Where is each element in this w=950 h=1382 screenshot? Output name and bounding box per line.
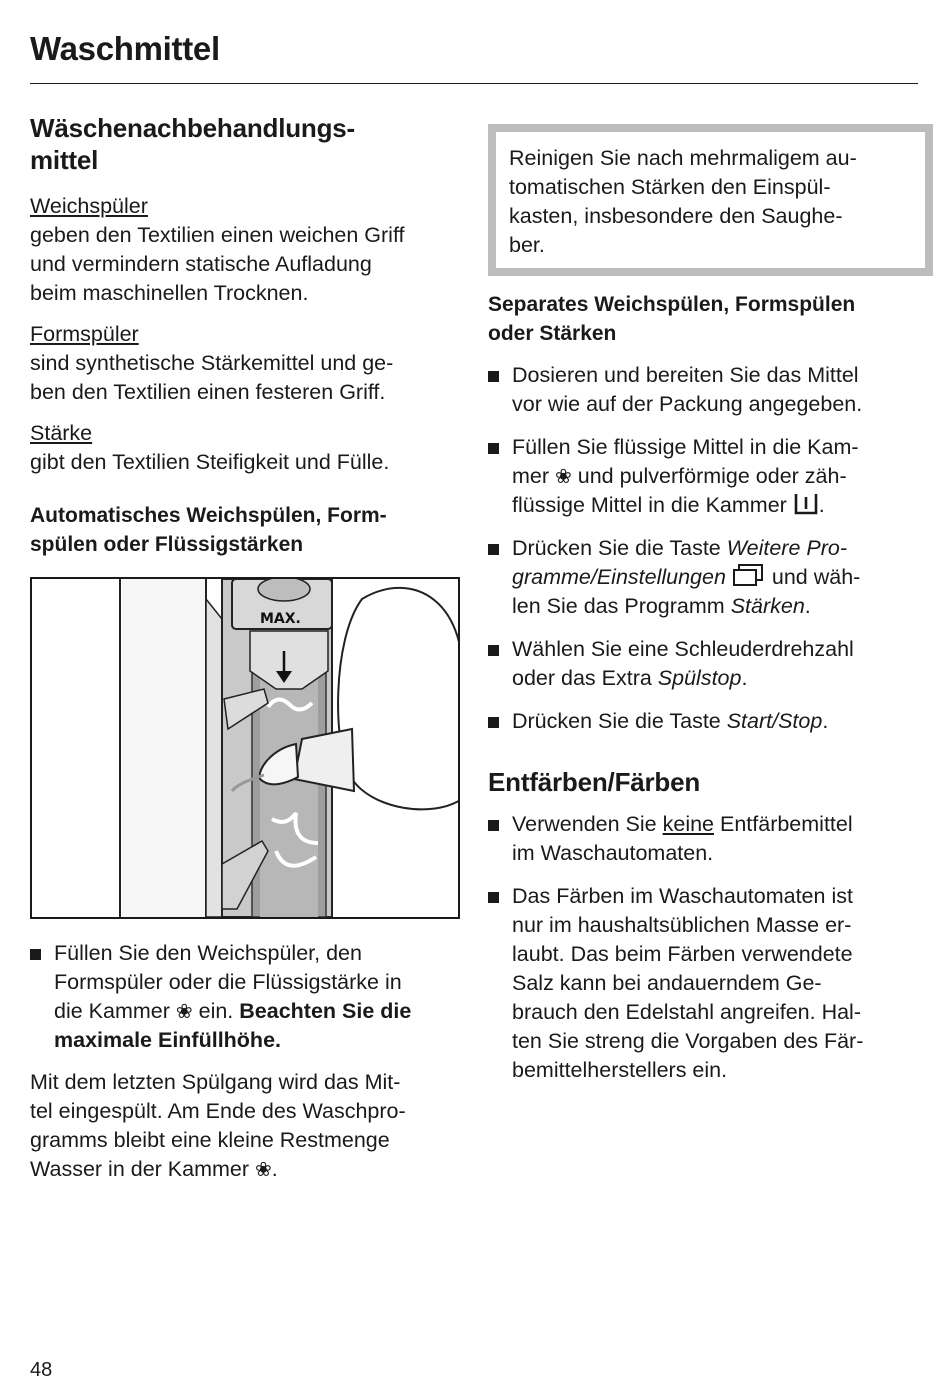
note-box [488, 124, 933, 276]
text-span: Start/Stop [726, 709, 823, 733]
bullet-line: Salz kann bei andauerndem Ge- [512, 971, 822, 995]
bullet-item [488, 361, 920, 419]
text-span: flüssige Mittel in die Kammer [512, 493, 793, 517]
note-line: ber. [509, 233, 545, 257]
text-span: die Kammer [54, 999, 176, 1023]
text-span: mer [512, 464, 555, 488]
more-programmes-icon [732, 563, 766, 587]
section-heading-decolour: Entfärben/Färben [488, 767, 701, 797]
note-line: Reinigen Sie nach mehrmaligem au- [509, 146, 857, 170]
note-line: kasten, insbesondere den Saughe- [509, 204, 843, 228]
subheading-separate [488, 290, 920, 348]
bullet-line: Füllen Sie den Weichspüler, den [54, 941, 362, 965]
bullet-line: vor wie auf der Packung angegeben. [512, 392, 863, 416]
page-title: Waschmittel [30, 30, 220, 67]
max-label: MAX. [260, 611, 301, 627]
dispenser-drawing [32, 579, 458, 917]
bullet-item [30, 939, 462, 1055]
bullet-line: Formspüler oder die Flüssigstärke in [54, 970, 402, 994]
bullet-line: Wählen Sie eine Schleuderdrehzahl [512, 637, 854, 661]
text-span: . [804, 594, 811, 618]
text-span: len Sie das Programm [512, 594, 731, 618]
subheading-automatic [30, 501, 462, 559]
term-text: und vermindern statische Aufladung [30, 252, 372, 276]
bullet-item [488, 707, 920, 736]
text-span: Weitere Pro- [726, 536, 847, 560]
text-span: . [271, 1157, 278, 1181]
text-span: Beachten Sie die [239, 999, 412, 1023]
text-span: Spülstop [657, 666, 742, 690]
bullet-line [512, 534, 920, 563]
text-span: und wäh- [765, 565, 861, 589]
bullet-line [512, 563, 920, 592]
para-line: gramms bleibt eine kleine Restmenge [30, 1128, 390, 1152]
bullet-line: im Waschautomaten. [512, 841, 714, 865]
softener-compartment-icon: ❀ [175, 1001, 193, 1023]
para-line: tel eingespült. Am Ende des Waschpro- [30, 1099, 406, 1123]
bullet-item [488, 534, 920, 621]
bullet-item [488, 810, 920, 868]
text-span: Drücken Sie die Taste [512, 709, 727, 733]
text-span: oder das Extra [512, 666, 658, 690]
term-text: ben den Textilien einen festeren Griff. [30, 380, 386, 404]
term-text: beim maschinellen Trocknen. [30, 281, 309, 305]
text-span: . [741, 666, 748, 690]
text-span: ein. [192, 999, 240, 1023]
para-line [30, 1155, 462, 1184]
bullet-line [512, 664, 920, 693]
bullet-item [488, 433, 920, 520]
heading-line: mittel [30, 145, 99, 175]
text-span: . [818, 493, 825, 517]
text-span: . [822, 709, 829, 733]
bullet-line [512, 491, 920, 520]
bullet-item [488, 635, 920, 693]
text-span: Entfärbemittel [714, 812, 853, 836]
text-span: Stärken [730, 594, 805, 618]
main-wash-compartment-icon [793, 493, 819, 515]
term-text: sind synthetische Stärkemittel und ge- [30, 351, 394, 375]
bullet-line: Füllen Sie flüssige Mittel in die Kam- [512, 435, 859, 459]
term-staerke [30, 419, 462, 477]
bullet-line: brauch den Edelstahl angreifen. Hal- [512, 1000, 861, 1024]
text-span: Drücken Sie die Taste [512, 536, 727, 560]
left-column [30, 112, 462, 1184]
header-divider [30, 83, 918, 84]
bullet-line: ten Sie streng die Vorgaben des Fär- [512, 1029, 864, 1053]
term-label: Formspüler [30, 322, 139, 346]
subheading-line: spülen oder Flüssigstärken [30, 533, 304, 556]
bullet-line [512, 707, 920, 736]
softener-compartment-icon: ❀ [555, 466, 572, 488]
subheading-line: oder Stärken [488, 322, 617, 345]
bullet-line [54, 997, 462, 1026]
paragraph-rinse [30, 1068, 462, 1184]
subheading-line: Automatisches Weichspülen, Form- [30, 504, 387, 527]
right-column [488, 124, 920, 1085]
bullet-item [488, 882, 920, 1085]
note-line: tomatischen Stärken den Einspül- [509, 175, 831, 199]
page-number: 48 [30, 1359, 53, 1381]
text-span: gramme/Einstellungen [512, 565, 726, 589]
bullet-line [512, 592, 920, 621]
section-heading-aftertreatment [30, 112, 462, 176]
text-span: keine [662, 812, 715, 836]
instruction-fill [30, 939, 462, 1055]
term-formspueler [30, 320, 462, 407]
bullet-line: nur im haushaltsüblichen Masse er- [512, 913, 852, 937]
bullet-line: bemittelherstellers ein. [512, 1058, 728, 1082]
term-label: Stärke [30, 421, 93, 445]
term-weichspueler [30, 192, 462, 308]
term-text: gibt den Textilien Steifigkeit und Fülle. [30, 450, 390, 474]
dispenser-illustration [30, 577, 460, 919]
text-span: Wasser in der Kammer [30, 1157, 256, 1181]
term-text: geben den Textilien einen weichen Griff [30, 223, 405, 247]
bullet-line: laubt. Das beim Färben verwendete [512, 942, 853, 966]
subheading-line: Separates Weichspülen, Formspülen [488, 293, 856, 316]
bullet-line [512, 462, 920, 491]
bullet-line: Dosieren und bereiten Sie das Mittel [512, 363, 859, 387]
bullet-line [512, 810, 920, 839]
para-line: Mit dem letzten Spülgang wird das Mit- [30, 1070, 401, 1094]
term-label: Weichspüler [30, 194, 148, 218]
softener-compartment-icon: ❀ [255, 1159, 272, 1181]
bullet-line: maximale Einfüllhöhe. [54, 1028, 281, 1052]
bullet-line: Das Färben im Waschautomaten ist [512, 884, 853, 908]
text-span: und pulverförmige oder zäh- [571, 464, 847, 488]
text-span: Verwenden Sie [512, 812, 663, 836]
heading-line: Wäschenachbehandlungs- [30, 113, 355, 143]
